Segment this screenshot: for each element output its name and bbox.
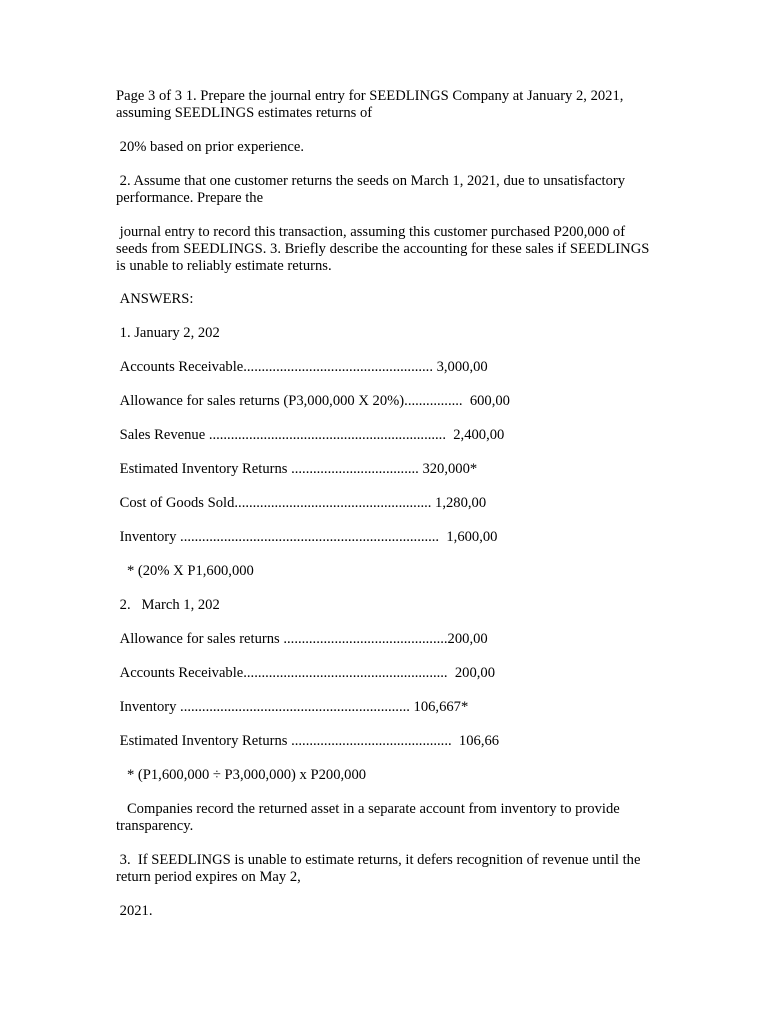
question-2: 2. Assume that one customer returns the seeds on March 1, 2021, due to unsatisfactory performance. Prepare the [116,173,629,206]
question-2-continued: journal entry to record this transaction, assuming this customer purchased P200,000 of seeds from SEEDLINGS. 3. Briefly describe the accounting for these sales if SEEDLINGS is unable to reliably estimate returns. [116,224,654,274]
answer-3: 3. If SEEDLINGS is unable to estimate returns, it defers recognition of revenue until the return period expires on May 2, [116,852,645,885]
journal-line: Accounts Receivable.................................................... 3,000,00 [116,359,488,375]
answer-2-date: 2. March 1, 202 [116,597,220,613]
journal-line: Estimated Inventory Returns ................................... 320,000* [116,461,478,477]
journal-line: Allowance for sales returns (P3,000,000 X 20%)................ 600,00 [116,393,510,409]
footnote: * (20% X P1,600,000 [116,563,254,579]
footnote: * (P1,600,000 ÷ P3,000,000) x P200,000 [116,767,367,783]
explanation: Companies record the returned asset in a separate account from inventory to provide transparency. [116,801,624,834]
journal-line: Inventory ....................................................................... 1,600,00 [116,529,498,545]
answer-1-date: 1. January 2, 202 [116,325,220,341]
question-intro: Page 3 of 3 1. Prepare the journal entry for SEEDLINGS Company at January 2, 2021, assuming SEEDLINGS estimates returns of [116,88,628,121]
answers-heading: ANSWERS: [116,291,194,307]
journal-line: Estimated Inventory Returns ............................................ 106,66 [116,733,500,749]
journal-line: Allowance for sales returns .............................................200,00 [116,631,488,647]
answer-3-continued: 2021. [116,903,153,919]
journal-line: Cost of Goods Sold...................................................... 1,280,00 [116,495,487,511]
journal-line: Inventory ............................................................... 106,667* [116,699,469,715]
question-1-continued: 20% based on prior experience. [116,139,305,155]
journal-line: Accounts Receivable........................................................ 200,00 [116,665,495,681]
journal-line: Sales Revenue ................................................................. 2,400,00 [116,427,505,443]
